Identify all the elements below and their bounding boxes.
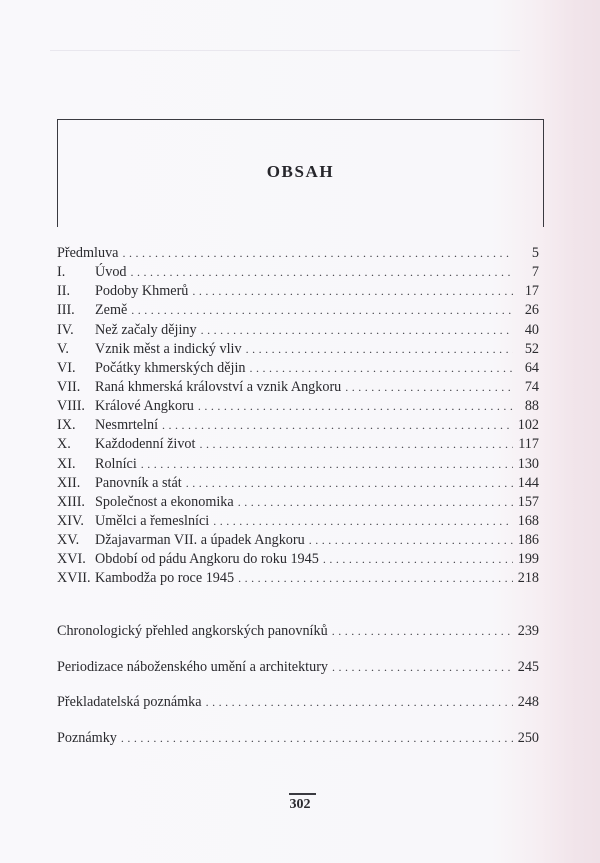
dot-leader — [162, 416, 513, 435]
toc-entry-label: Země — [95, 302, 128, 319]
chapter-number: VIII. — [57, 398, 85, 415]
toc-entry-chapter[interactable] — [57, 531, 539, 550]
dot-leader — [246, 340, 513, 359]
toc-entry-chapter[interactable] — [57, 512, 539, 531]
toc-entry-page: 239 — [517, 623, 539, 639]
toc-entry-page: 102 — [517, 417, 539, 434]
toc-entry-page: 88 — [524, 398, 539, 415]
chapter-number: X. — [57, 436, 71, 453]
toc-entry-page: 250 — [517, 730, 539, 746]
dot-leader — [198, 397, 513, 416]
chapter-number: XIII. — [57, 493, 85, 510]
toc-entry-chapter[interactable] — [57, 550, 539, 569]
toc-entry-foreword[interactable] — [57, 244, 539, 263]
dot-leader — [238, 493, 513, 512]
page-number: 302 — [289, 797, 311, 812]
toc-entry-label: Každodenní život — [95, 436, 196, 453]
dot-leader — [309, 531, 513, 550]
toc-entry-label: Předmluva — [57, 245, 119, 261]
toc-entry-page: 199 — [517, 551, 539, 568]
toc-entry-page: 40 — [524, 321, 539, 338]
toc-entry-label: Překladatelská poznámka — [57, 694, 202, 710]
chapter-number: XII. — [57, 474, 81, 491]
toc-entry-chapter[interactable] — [57, 455, 539, 474]
dot-leader — [186, 474, 513, 493]
chapter-number: VI. — [57, 359, 76, 376]
dot-leader — [213, 512, 513, 531]
toc-entry-page: 26 — [524, 302, 539, 319]
toc-entry-label: Periodizace náboženského umění a architektury — [57, 659, 329, 675]
toc-entry-label: Kambodža po roce 1945 — [95, 570, 235, 587]
chapter-number: XVII. — [57, 570, 91, 587]
toc-entry-page: 157 — [517, 493, 539, 510]
toc-back-matter-translator-note[interactable] — [57, 693, 539, 712]
dot-leader — [131, 301, 513, 320]
toc-entry-chapter[interactable] — [57, 340, 539, 359]
toc-entry-page: 248 — [517, 694, 539, 710]
chapter-number: XVI. — [57, 551, 86, 568]
toc-entry-label: Rolníci — [95, 455, 137, 472]
toc-entry-label: Počátky khmerských dějin — [95, 359, 246, 376]
toc-entry-chapter[interactable] — [57, 397, 539, 416]
toc-entry-chapter[interactable] — [57, 435, 539, 454]
chapter-number: II. — [57, 283, 70, 300]
dot-leader — [323, 550, 513, 569]
dot-leader — [345, 378, 513, 397]
chapter-number: XV. — [57, 532, 80, 549]
toc-entry-label: Společnost a ekonomika — [95, 493, 234, 510]
toc-entry-page: 64 — [524, 359, 539, 376]
page-title: OBSAH — [266, 162, 335, 181]
dot-leader — [332, 658, 513, 677]
toc-entry-chapter[interactable] — [57, 569, 539, 588]
toc-entry-chapter[interactable] — [57, 263, 539, 282]
toc-entry-page: 218 — [517, 570, 539, 587]
dot-leader — [141, 455, 513, 474]
dot-leader — [192, 282, 513, 301]
chapter-number: XIV. — [57, 512, 84, 529]
toc-entry-chapter[interactable] — [57, 493, 539, 512]
toc-back-matter-periodization[interactable] — [57, 658, 539, 677]
toc-entry-chapter[interactable] — [57, 416, 539, 435]
chapter-number: IV. — [57, 321, 74, 338]
toc-entry-label: Poznámky — [57, 730, 117, 746]
toc-entry-page: 186 — [517, 532, 539, 549]
chapter-number: XI. — [57, 455, 76, 472]
toc-entry-page: 5 — [531, 245, 539, 261]
dot-leader — [122, 244, 513, 263]
show-through-header-rule — [50, 50, 520, 51]
title-frame — [57, 119, 544, 227]
toc-entry-page: 144 — [517, 474, 539, 491]
dot-leader — [238, 569, 513, 588]
toc-entry-chapter[interactable] — [57, 359, 539, 378]
toc-entry-label: Umělci a řemeslníci — [95, 512, 210, 529]
toc-entry-label: Nesmrtelní — [95, 417, 159, 434]
toc-entry-chapter[interactable] — [57, 321, 539, 340]
toc-entry-page: 74 — [524, 378, 539, 395]
toc-entry-chapter[interactable] — [57, 301, 539, 320]
dot-leader — [201, 321, 513, 340]
dot-leader — [199, 435, 513, 454]
toc-entry-label: Panovník a stát — [95, 474, 182, 491]
toc-entry-label: Úvod — [95, 264, 127, 281]
toc-entry-label: Podoby Khmerů — [95, 283, 189, 300]
toc-entry-label: Vznik měst a indický vliv — [95, 340, 242, 357]
chapter-number: VII. — [57, 378, 81, 395]
dot-leader — [332, 622, 513, 641]
toc-entry-chapter[interactable] — [57, 282, 539, 301]
chapter-number: IX. — [57, 417, 76, 434]
toc-entry-page: 168 — [517, 512, 539, 529]
toc-back-matter-notes[interactable] — [57, 729, 539, 748]
toc-entry-chapter[interactable] — [57, 378, 539, 397]
toc-entry-label: Období od pádu Angkoru do roku 1945 — [95, 551, 319, 568]
chapter-number: III. — [57, 302, 75, 319]
toc-entry-label: Než začaly dějiny — [95, 321, 197, 338]
toc-entry-page: 130 — [517, 455, 539, 472]
toc-entry-label: Chronologický přehled angkorských panovníků — [57, 623, 328, 639]
toc-entry-label: Džajavarman VII. a úpadek Angkoru — [95, 532, 305, 549]
dot-leader — [206, 693, 513, 712]
toc-entry-page: 117 — [518, 436, 539, 453]
dot-leader — [131, 263, 513, 282]
footer-rule — [289, 793, 316, 795]
chapter-number: V. — [57, 340, 69, 357]
toc-entry-chapter[interactable] — [57, 474, 539, 493]
toc-entry-label: Raná khmerská království a vznik Angkoru — [95, 378, 342, 395]
toc-entry-label: Králové Angkoru — [95, 398, 194, 415]
dot-leader — [250, 359, 513, 378]
toc-back-matter-chronology[interactable] — [57, 622, 539, 641]
chapter-number: I. — [57, 264, 66, 281]
dot-leader — [121, 729, 513, 748]
toc-entry-page: 7 — [531, 264, 539, 281]
toc-entry-page: 17 — [524, 283, 539, 300]
toc-entry-page: 245 — [517, 659, 539, 675]
toc-entry-page: 52 — [524, 340, 539, 357]
table-of-contents — [57, 244, 539, 589]
